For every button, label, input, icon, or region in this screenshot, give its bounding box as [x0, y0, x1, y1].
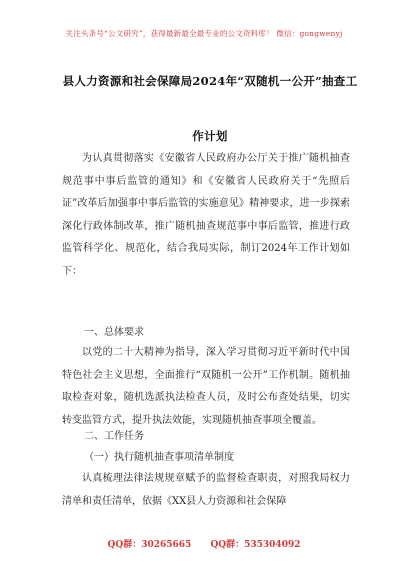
subsection-heading-1: （一）执行随机抽查事项清单制度 [84, 452, 234, 463]
document-title-line2: 作计划 [192, 129, 228, 143]
paragraph-intro: 为认真贯彻落实《安徽省人民政府办公厅关于推广随机抽查规范事中事后监管的通知》和《安徽省人民政府关于“先照后证”改革后加强事中事后监管的实施意见》精神要求，进一步探索深化行政体制改革，推广随机抽查规范事中事后监管，推进行政监管科学化、规范化，结合我局实际，制订2024年工作计划如下： [62, 153, 350, 277]
section-heading-1: 一、总体要求 [84, 327, 144, 338]
header-note: 关注头条号“公文研究”，获得最新最全最专业的公文资料库！ 微信：gongwenyj [65, 29, 343, 38]
paragraph-tasks: 认真梳理法律法规规章赋予的监督检查职责，对照我局权力清单和责任清单，依据《XX县人力资源和社会保障 [62, 473, 350, 507]
footer-qq-group-1: QQ群：30265665 [107, 540, 192, 550]
footer-contact [0, 537, 408, 550]
footer-qq-group-2: QQ群：535304092 [210, 540, 301, 550]
paragraph-requirements: 以党的二十大精神为指导，深入学习贯彻习近平新时代中国特色社会主义思想，全面推行“双随机一公开”工作机制。随机抽取检查对象，随机选派执法检查人员，及时公布查处结果，切实转变监管方式，提升执法效能，实现随机抽查事项全覆盖。 [62, 347, 350, 426]
document-title-line1: 县人力资源和社会保障局2024年“双随机一公开”抽查工 [62, 74, 358, 88]
section-heading-2: 二、工作任务 [84, 431, 144, 442]
